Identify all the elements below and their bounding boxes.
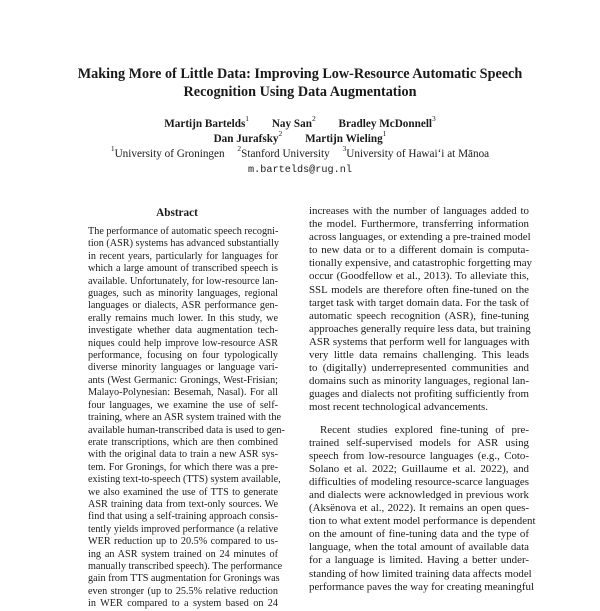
text-line: (Aksënova et al., 2022). It remains an open ques- <box>309 502 529 515</box>
text-line: occur (Goodfellow et al., 2013). To alleviate this, <box>309 270 529 283</box>
author: Bradley McDonnell$^3$ <box>338 114 436 130</box>
text-line: we also examined the use of TTS to generate <box>88 486 278 498</box>
text-line: tently yields improved performance (a relative <box>88 523 278 535</box>
text-line: Recent studies explored fine-tuning of pre- <box>320 423 529 436</box>
author: Martijn Bartelds$^1$ <box>164 114 250 130</box>
text-line: the model. Furthermore, transferring information <box>309 218 529 231</box>
text-line: automatic speech recognition (ASR), fine-tuning <box>309 309 529 322</box>
intro-body <box>309 205 536 594</box>
text-line: most recent technological advancements. <box>309 401 489 414</box>
text-line: which a large amount of transcribed speech is <box>88 263 278 275</box>
text-line: even stronger (up to 25.5% relative reduction <box>88 585 278 597</box>
text-line: SSL models are therefore often fine-tuned on the <box>309 283 529 296</box>
text-line: diverse minority languages or language vari- <box>88 362 278 374</box>
paper-title <box>40 65 560 101</box>
affiliation-row <box>40 144 560 162</box>
text-line: ASR systems that perform well for languages with <box>309 335 530 348</box>
text-line: Malayo-Polynesian: Besemah, Nasal). For all <box>88 387 278 399</box>
text-line: Solano et al. 2022; Guillaume et al. 2022), and <box>309 462 529 475</box>
text-line: available human-transcribed data is used to gen- <box>88 424 285 436</box>
text-line: target task with target domain data. For the task of <box>309 296 529 309</box>
affiliation: $^1$University of Groningen <box>110 144 225 160</box>
text-line: ASR training data from text-only sources. We <box>88 498 278 510</box>
abstract-body <box>88 226 285 611</box>
text-line: performance paves the way for creating meaningful <box>309 580 534 593</box>
text-line: performance, focusing on four typologically <box>88 350 278 362</box>
intro-paragraph <box>309 205 532 415</box>
text-line: with the original data to train a new ASR sys- <box>88 449 278 461</box>
text-line: trained self-supervised models for ASR using <box>309 436 529 449</box>
text-line: for a language is limited. Having a better under- <box>309 554 529 567</box>
text-line: guages, such as minority languages, regional <box>88 288 278 300</box>
text-line: very little data remains challenging. This leads <box>309 349 529 362</box>
text-line: find that using a self-training approach consis- <box>88 511 278 523</box>
text-line: niques could help improve low-resource ASR <box>88 337 278 349</box>
email-row <box>40 162 560 178</box>
text-line: The performance of automatic speech recogni- <box>88 226 279 237</box>
text-line: tion to what extent model performance is dependent <box>309 515 536 528</box>
text-line: guages and dialects not profiting sufficiently from <box>309 388 529 401</box>
title-line: Recognition Using Data Augmentation <box>183 84 417 100</box>
author-row <box>40 129 560 147</box>
text-line: tion (ASR) systems has advanced substantially <box>88 238 279 250</box>
author: Martijn Wieling$^1$ <box>305 129 387 145</box>
text-line: on the amount of fine-tuning data and the type of <box>309 528 529 541</box>
intro-paragraph <box>309 423 536 594</box>
text-line: to new data or to a different domain is computa- <box>309 244 529 257</box>
affiliation: $^3$University of Hawai‘i at Mānoa <box>342 144 490 160</box>
text-line: existing text-to-speech (TTS) system available, <box>88 474 281 486</box>
text-line: ing an ASR system trained on 24 minutes of <box>88 548 278 560</box>
text-line: approaches generally require less data, but training <box>309 322 531 335</box>
text-line: and dialects were acknowledged in previous work <box>309 488 529 501</box>
text-line: in recent years, particularly for languages for <box>88 250 278 262</box>
text-line: gain from TTS augmentation for Gronings was <box>88 573 280 585</box>
text-line: languages or dialects, ASR performance gen- <box>88 300 278 312</box>
text-line: erate transcriptions, which are then combined <box>88 436 278 448</box>
text-line: standing of how limited training data affects model <box>309 567 532 580</box>
author: Dan Jurafsky$^2$ <box>213 129 283 145</box>
text-line: tionally expensive, and catastrophic forgetting may <box>309 257 532 270</box>
author: Nay San$^2$ <box>271 114 316 130</box>
text-line: investigate whether data augmentation tech- <box>88 325 278 337</box>
text-line: to (digitally) underrepresented communities and <box>309 362 529 375</box>
text-line: four languages, we examine the use of self- <box>88 399 278 411</box>
text-line: speech from low-resource languages (e.g., Coto- <box>309 449 529 462</box>
author-email[interactable]: m.bartelds@rug.nl <box>248 165 352 176</box>
text-line: across languages, or extending a pre-trained model <box>309 231 531 244</box>
paragraph-gap <box>309 415 529 424</box>
text-line: language, when the total amount of available data <box>309 541 529 554</box>
author-block <box>40 114 560 178</box>
text-line: manually transcribed speech). The performance <box>88 560 283 572</box>
text-line: in WER compared to a system based on 24 <box>88 598 278 610</box>
text-line: domains such as minority languages, regional lan- <box>309 375 529 388</box>
author-row <box>40 114 560 132</box>
text-line: increases with the number of languages added to <box>309 205 529 217</box>
text-line: WER reduction up to 20.5% compared to us- <box>88 536 278 548</box>
affiliation: $^2$Stanford University <box>237 144 330 160</box>
title-line: Making More of Little Data: Improving Low-Resource Automatic Speech <box>77 66 523 82</box>
text-line: tem. For Gronings, for which there was a pre- <box>88 461 278 473</box>
text-line: difficulties of modeling resource-scarce languages <box>309 475 529 488</box>
text-line: ants (West Germanic: Gronings, West-Frisian; <box>88 374 278 386</box>
text-line: training, where an ASR system trained with the <box>88 412 281 424</box>
abstract-heading: Abstract <box>156 207 198 219</box>
text-line: erally remains much lower. In this study, we <box>88 312 278 324</box>
text-line: available. Unfortunately, for low-resource lan- <box>88 275 278 287</box>
